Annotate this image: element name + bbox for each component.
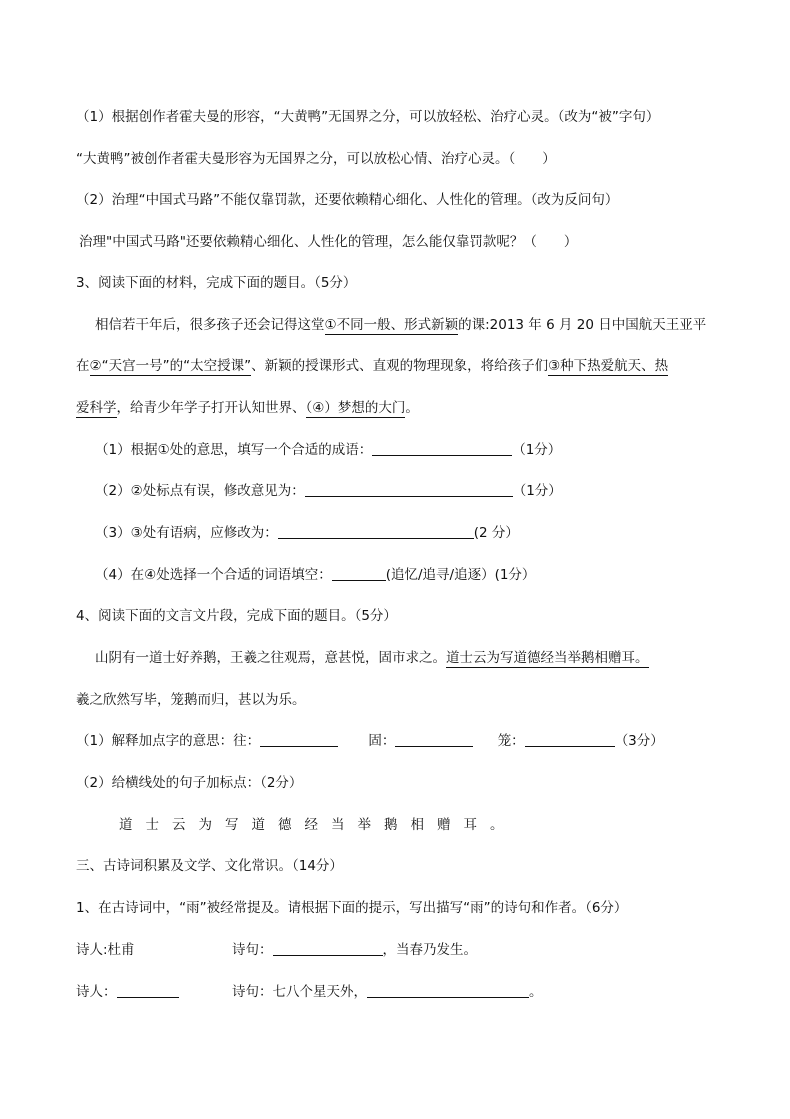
question-text: 固： bbox=[368, 733, 396, 749]
part3-title: 三、古诗词积累及文学、文化常识。（14分） bbox=[76, 858, 343, 874]
q4-sub-1 bbox=[76, 732, 664, 750]
underlined-phrase-1: ①不同一般、形式新颖 bbox=[324, 317, 459, 333]
verse-text: 。 bbox=[529, 984, 543, 1000]
q3-passage-line-3 bbox=[76, 399, 419, 417]
poem-row-2 bbox=[76, 983, 179, 1001]
question-text: 笼： bbox=[497, 733, 525, 749]
passage-text: ，给青少年学子打开认知世界、 bbox=[116, 400, 306, 416]
q3-sub-1 bbox=[95, 441, 561, 459]
q3-sub-2 bbox=[95, 482, 562, 500]
q2-line-1: （1）根据创作者霍夫曼的形容，“大黄鸭”无国界之分，可以放轻松、治疗心灵。（改为“被”字句） bbox=[76, 109, 660, 125]
underlined-sentence: 道士云为写道德经当举鹅相赠耳。 bbox=[446, 650, 649, 666]
q4-sub-2: （2）给横线处的句子加标点：（2分） bbox=[76, 775, 303, 791]
poem-row-2-verse bbox=[232, 983, 543, 1001]
verse-text: ，当春乃发生。 bbox=[382, 942, 477, 958]
answer-blank[interactable] bbox=[372, 441, 512, 456]
score: （3分） bbox=[614, 733, 664, 749]
question-text: （1）根据①处的意思，填写一个合适的成语： bbox=[95, 442, 373, 458]
answer-blank-gu[interactable] bbox=[395, 732, 473, 747]
poet-label: 诗人:杜甫 bbox=[76, 942, 135, 958]
verse-label: 诗句： bbox=[232, 942, 273, 958]
q2-line-2: “大黄鸭”被创作者霍夫曼形容为无国界之分，可以放松心情、治疗心灵。（ ） bbox=[76, 151, 556, 167]
answer-blank[interactable] bbox=[278, 524, 474, 539]
word-options: (追忆/追寻/追逐）(1分） bbox=[385, 567, 536, 583]
verse-text: 诗句：七八个星天外， bbox=[232, 984, 367, 1000]
question-text: （4）在④处选择一个合适的词语填空： bbox=[95, 567, 332, 583]
question-text: （2）②处标点有误，修改意见为： bbox=[95, 483, 305, 499]
q4-passage-line-2: 羲之欣然写毕，笼鹅而归，甚以为乐。 bbox=[76, 692, 306, 708]
q4-passage-line-1 bbox=[95, 649, 649, 667]
q2-line-3: （2）治理“中国式马路”不能仅靠罚款，还要依赖精心细化、人性化的管理。（改为反问句） bbox=[76, 192, 619, 208]
passage-text: 在 bbox=[76, 358, 90, 374]
answer-blank[interactable] bbox=[273, 941, 383, 956]
answer-blank[interactable] bbox=[305, 482, 513, 497]
poem-row-1-verse bbox=[232, 941, 477, 959]
q3-passage-line-2 bbox=[76, 357, 668, 375]
q3-title: 3、阅读下面的材料，完成下面的题目。（5分） bbox=[76, 275, 357, 291]
score: (2 分） bbox=[473, 525, 519, 541]
poem-row-1 bbox=[76, 941, 135, 959]
passage-text: 。 bbox=[405, 400, 419, 416]
question-text: （3）③处有语病，应修改为： bbox=[95, 525, 278, 541]
underlined-phrase-4: （④）梦想的大门 bbox=[305, 400, 406, 416]
poet-label: 诗人： bbox=[76, 984, 117, 1000]
answer-blank[interactable] bbox=[117, 983, 179, 998]
passage-text: 、新颖的授课形式、直观的物理现象，将给孩子们 bbox=[251, 358, 549, 374]
answer-blank[interactable] bbox=[332, 566, 386, 581]
underlined-phrase-2: ②“天宫一号”的“太空授课” bbox=[89, 358, 252, 374]
score: （1分） bbox=[512, 442, 562, 458]
q3-sub-4 bbox=[95, 566, 535, 584]
answer-blank[interactable] bbox=[367, 983, 529, 998]
passage-text: 的课:2013 年 6 月 20 日中国航天王亚平 bbox=[458, 317, 707, 333]
q3-passage-line-1 bbox=[95, 316, 706, 334]
question-text: （1）解释加点字的意思：往： bbox=[76, 733, 261, 749]
answer-blank-long[interactable] bbox=[525, 732, 615, 747]
answer-blank-wang[interactable] bbox=[260, 732, 338, 747]
underlined-phrase-3: ③种下热爱航天、热 bbox=[548, 358, 669, 374]
score: （1分） bbox=[512, 483, 562, 499]
q4-sentence-to-punctuate: 道士云为写道德经当举鹅相赠耳。 bbox=[119, 817, 517, 833]
passage-text: 相信若干年后，很多孩子还会记得这堂 bbox=[95, 317, 325, 333]
q3-sub-3 bbox=[95, 524, 519, 542]
q2-line-4: 治理"中国式马路"还要依赖精心细化、人性化的管理，怎么能仅靠罚款呢？（ ） bbox=[79, 234, 578, 250]
q4-title: 4、阅读下面的文言文片段，完成下面的题目。（5分） bbox=[76, 608, 397, 624]
part3-q1: 1、在古诗词中，“雨”被经常提及。请根据下面的提示，写出描写“雨”的诗句和作者。（6分） bbox=[76, 900, 628, 916]
passage-text: 山阴有一道士好养鹅，王羲之往观焉，意甚悦，固市求之。 bbox=[95, 650, 446, 666]
underlined-phrase-3-cont: 爱科学 bbox=[76, 400, 117, 416]
